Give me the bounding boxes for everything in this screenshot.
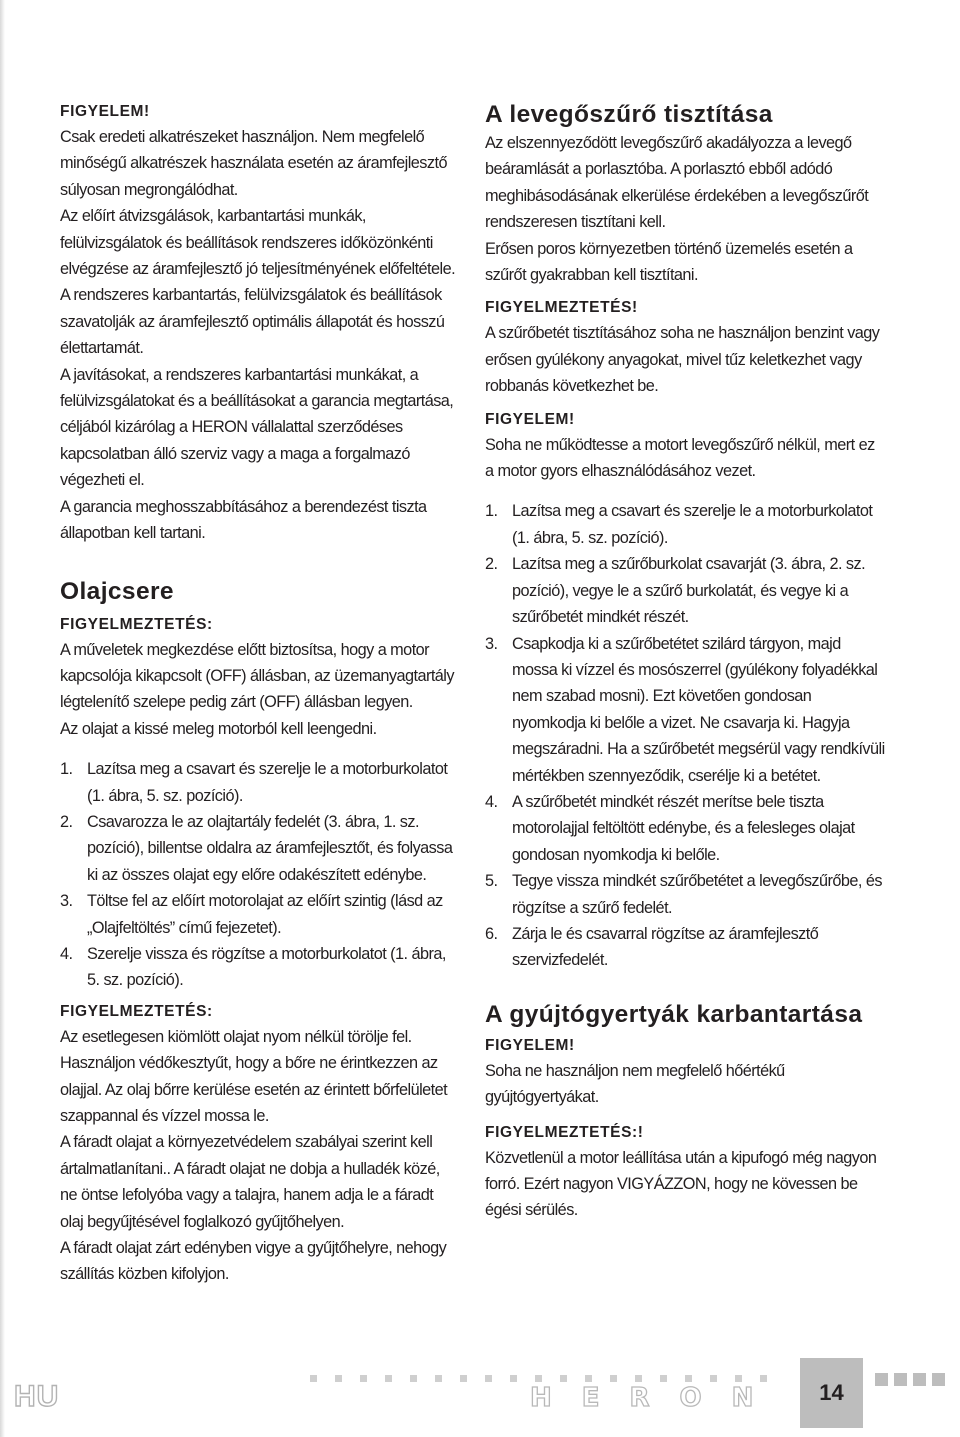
oil-warning2-paragraph-2: A fáradt olajat a környezetvédelem szabályai szerint kell ártalmatlanítani.. A fáradt olajat ne dobja a hulladék közé, ne öntse lefolyóba vagy a talajra, hanem adja le a fáradt olaj begyűjtésével foglalkozó gyűjtőhelyen. (60, 1133, 440, 1231)
intro-paragraph-2: Az előírt átvizsgálások, karbantartási munkák, felülvizsgálatok és beállítások rendszeres időközönkénti elvégzése az áramfejlesztő jó teljesítményének előfeltétele. (60, 207, 456, 279)
spark-plug-note-text: Soha ne használjon nem megfelelő hőértékű gyújtógyertyákat. (485, 1061, 785, 1107)
oil-change-title: Olajcsere (60, 577, 174, 605)
footer-decorative-squares (875, 1373, 945, 1386)
air-filter-note-label: FIGYELEM! (485, 410, 575, 428)
air-filter-warning-text: A szűrőbetét tisztításához soha ne használjon benzint vagy erősen gyúlékony anyagokat, mivel tűz keletkezhet vagy robbanás következhet be. (485, 324, 880, 396)
spark-plug-warning-text: Közvetlenül a motor leállítása után a kipufogó még nagyon forró. Ezért nagyon VIGYÁZZON, hogy ne kövessen be égési sérülés. (485, 1148, 877, 1220)
step-number: 4. (485, 792, 498, 811)
step-text: Csapkodja ki a szűrőbetétet szilárd tárgyon, majd mossa ki vízzel és mosószerrel (gyúlékony folyadékkal nem szabad mosni). Ezt követően gondosan nyomkodja ki belőle a vizet. Ne csavarja ki. Hagyja megszáradni. Ha a szűrőbetét megsérül vagy rendkívüli mértékben szennyeződik, cserélje ki a betétet. (512, 634, 885, 785)
step-text: Töltse fel az előírt motorolajat az előírt szintig (lásd az „Olajfeltöltés” című fejezetet). (87, 892, 443, 937)
list-item (485, 551, 885, 630)
step-number: 2. (60, 812, 73, 831)
step-number: 6. (485, 924, 498, 943)
oil-warning-paragraph-2: Az olajat a kissé meleg motorból kell leengedni. (60, 719, 377, 738)
oil-steps-list (60, 756, 460, 994)
list-item (485, 789, 885, 868)
left-column (60, 100, 460, 1288)
step-text: Zárja le és csavarral rögzítse az áramfejlesztő szervizfedelét. (512, 924, 819, 970)
footer-decorative-dots (310, 1375, 767, 1382)
list-item (60, 888, 460, 941)
air-filter-paragraph-1: Az elszennyeződött levegőszűrő akadályozza a levegő beáramlását a porlasztóba. A porlasztó ebből adódó meghibásodásának elkerülése érdekében a levegőszűrőt rendszeresen tisztítani kell. (485, 134, 869, 232)
list-item (60, 809, 460, 888)
step-text: Lazítsa meg a csavart és szerelje le a motorburkolatot (1. ábra, 5. sz. pozíció). (512, 502, 873, 547)
step-number: 3. (485, 634, 498, 653)
step-number: 1. (485, 502, 498, 521)
oil-warning-paragraph-1: A műveletek megkezdése előtt biztosítsa, hogy a motor kapcsolója kikapcsolt (OFF) állásban, az üzemanyagtartály légtelenítő szelepe pedig zárt (OFF) állásban legyen. (60, 640, 454, 712)
spark-plug-warning-label: FIGYELMEZTETÉS:! (485, 1123, 644, 1141)
intro-paragraph-5: A garancia meghosszabbításához a berendezést tiszta állapotban kell tartani. (60, 497, 427, 543)
step-number: 4. (60, 944, 73, 963)
right-column (485, 100, 885, 1224)
oil-warning2-label: FIGYELMEZTETÉS: (60, 1002, 213, 1020)
step-number: 3. (60, 892, 73, 911)
air-filter-paragraph-2: Erősen poros környezetben történő üzemelés esetén a szűrőt gyakrabban kell tisztítani. (485, 239, 853, 285)
oil-warning-label: FIGYELMEZTETÉS: (60, 615, 213, 633)
spark-plug-title: A gyújtógyertyák karbantartása (485, 1000, 863, 1028)
step-number: 5. (485, 872, 498, 891)
list-item (485, 921, 885, 974)
list-item (485, 631, 885, 789)
intro-paragraph-1: Csak eredeti alkatrészeket használjon. Nem megfelelő minőségű alkatrészek használata esetén az áramfejlesztő súlyosan megrongálódhat. (60, 128, 447, 199)
page-number: 14 (800, 1358, 863, 1428)
list-item (60, 756, 460, 809)
page-edge-shadow (0, 0, 5, 1437)
step-number: 2. (485, 555, 498, 574)
step-text: Lazítsa meg a szűrőburkolat csavarját (3. ábra, 2. sz. pozíció), vegye le a szűrő burkolatát, és vegye ki a szűrőbetét mindkét részét. (512, 555, 866, 627)
intro-paragraph-4: A javításokat, a rendszeres karbantartási munkákat, a felülvizsgálatokat és a beállításokat a garancia megtartása, céljából kizárólag a HERON vállalattal szerződéses kapcsolatban álló szerviz vagy a maga a forgalmazó végezheti el. (60, 365, 454, 490)
language-code: HU (14, 1380, 60, 1413)
list-item (60, 941, 460, 994)
intro-paragraph-3: A rendszeres karbantartás, felülvizsgálatok és beállítások szavatolják az áramfejlesztő optimális állapotát és hosszú élettartamát. (60, 286, 445, 358)
intro-warning-label: FIGYELEM! (60, 103, 150, 120)
oil-warning2-paragraph-1: Az esetlegesen kiömlött olajat nyom nélkül törölje fel. Használjon védőkesztyűt, hogy a bőre ne érintkezzen az olajjal. Az olaj bőrre kerülése esetén az érintett bőrfelületet szappannal és vízzel mossa le. (60, 1027, 448, 1125)
step-text: Tegye vissza mindkét szűrőbetétet a levegőszűrőbe, és rögzítse a szűrő fedelét. (512, 872, 882, 917)
oil-warning2-paragraph-3: A fáradt olajat zárt edényben vigye a gyűjtőhelyre, nehogy szállítás közben kifolyjon. (60, 1239, 447, 1284)
air-filter-steps-list (485, 498, 885, 973)
step-text: Csavarozza le az olajtartály fedelét (3. ábra, 1. sz. pozíció), billentse oldalra az áramfejlesztőt, és folyassa ki az összes olajat egy előre odakészített edénybe. (87, 812, 453, 884)
air-filter-note-text: Soha ne működtesse a motort levegőszűrő nélkül, mert ez a motor gyors elhasználódásához vezet. (485, 435, 875, 481)
brand-logo: HERON (530, 1383, 784, 1413)
list-item (485, 498, 885, 551)
spark-plug-note-label: FIGYELEM! (485, 1036, 575, 1054)
step-text: Lazítsa meg a csavart és szerelje le a motorburkolatot (1. ábra, 5. sz. pozíció). (87, 760, 448, 805)
air-filter-warning-label: FIGYELMEZTETÉS! (485, 299, 638, 317)
step-text: Szerelje vissza és rögzítse a motorburkolatot (1. ábra, 5. sz. pozíció). (87, 944, 446, 990)
step-text: A szűrőbetét mindkét részét merítse bele tiszta motorolajjal feltöltött edénybe, és a felesleges olajat gondosan nyomkodja ki belőle. (512, 792, 855, 864)
air-filter-title: A levegőszűrő tisztítása (485, 101, 773, 128)
list-item (485, 868, 885, 921)
step-number: 1. (60, 760, 73, 779)
